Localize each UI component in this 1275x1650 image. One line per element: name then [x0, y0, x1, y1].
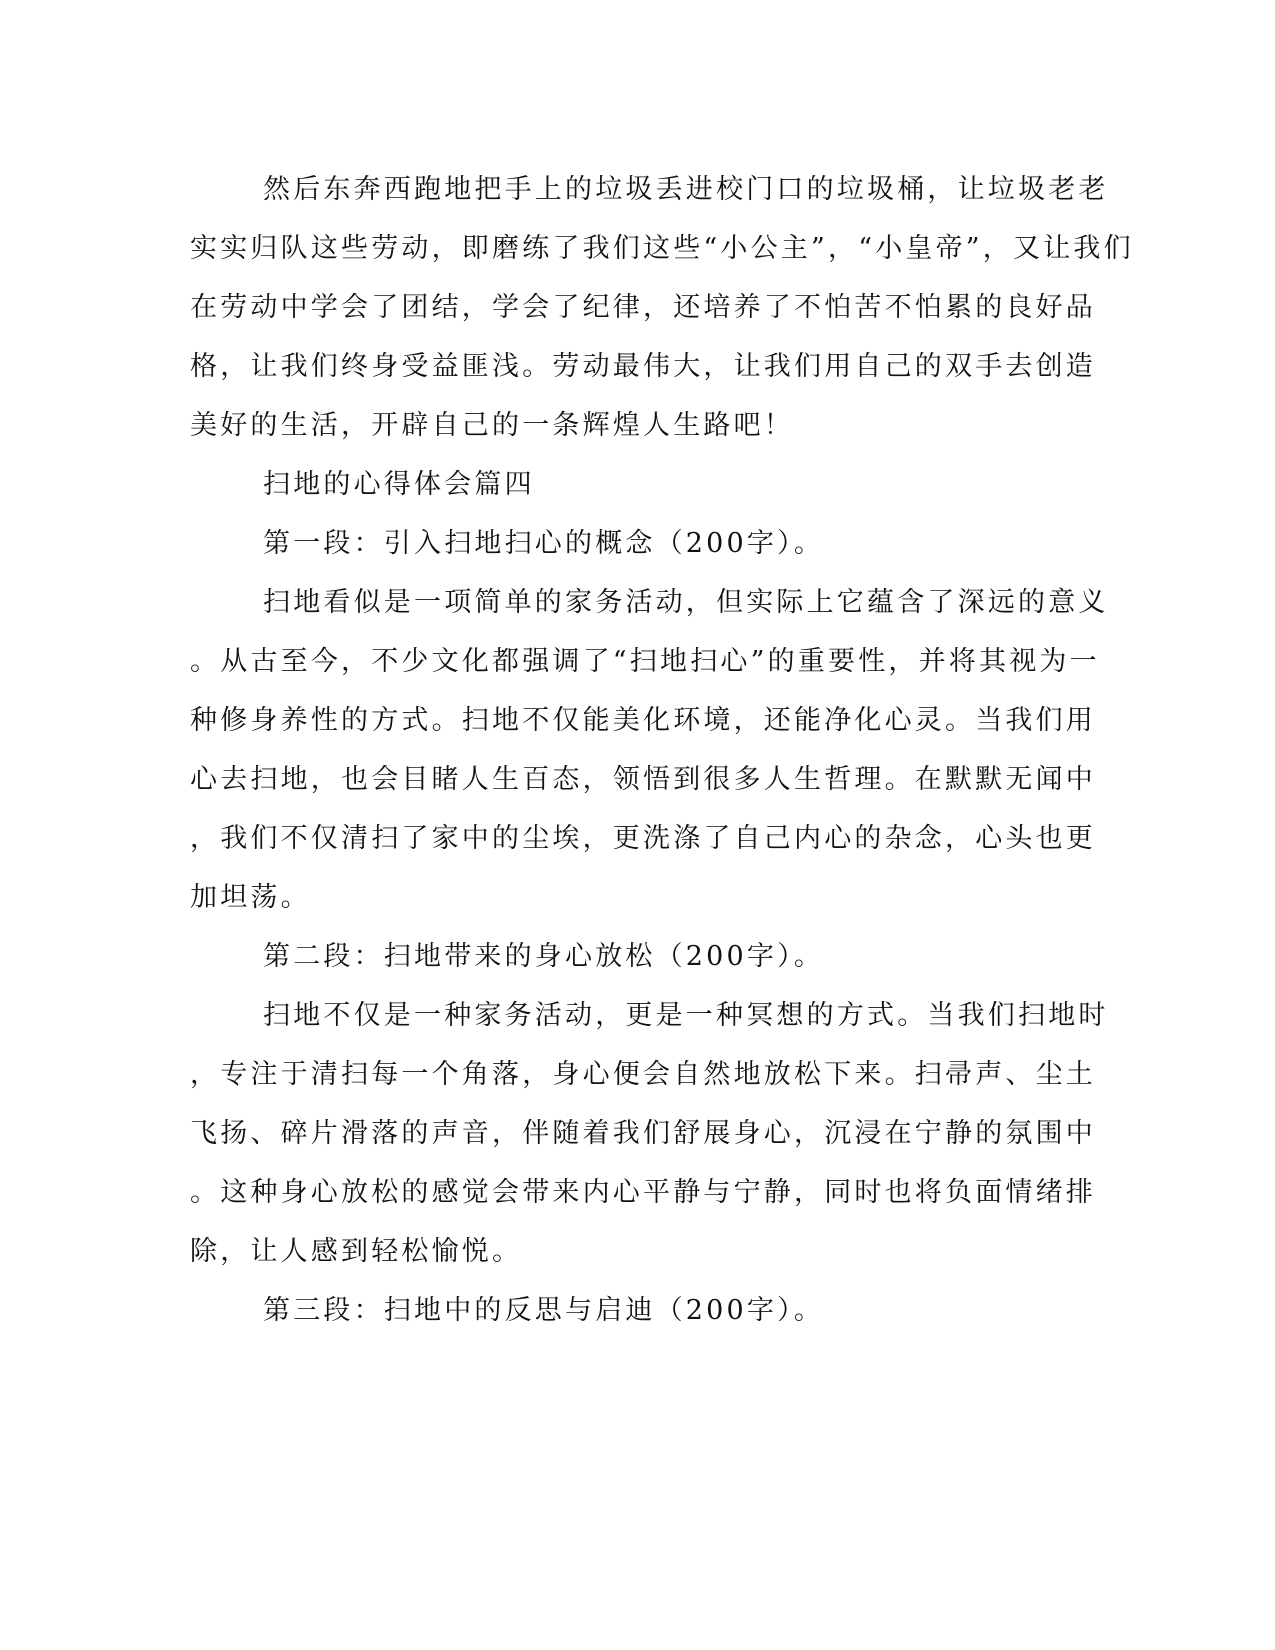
- subsection-heading: 第二段：扫地带来的身心放松（200字）。: [263, 941, 825, 972]
- paragraph-line: ，我们不仅清扫了家中的尘埃，更洗涤了自己内心的杂念，心头也更: [190, 823, 1096, 854]
- paragraph-line: 飞扬、碎片滑落的声音，伴随着我们舒展身心，沉浸在宁静的氛围中: [190, 1118, 1096, 1149]
- paragraph-line: 在劳动中学会了团结，学会了纪律，还培养了不怕苦不怕累的良好品: [190, 292, 1096, 323]
- paragraph-line: 。这种身心放松的感觉会带来内心平静与宁静，同时也将负面情绪排: [190, 1177, 1096, 1208]
- paragraph-line: 美好的生活，开辟自己的一条辉煌人生路吧！: [190, 410, 794, 441]
- paragraph-line: 除，让人感到轻松愉悦。: [190, 1236, 523, 1267]
- paragraph-line: 种修身养性的方式。扫地不仅能美化环境，还能净化心灵。当我们用: [190, 705, 1096, 736]
- paragraph-line: 。从古至今，不少文化都强调了“扫地扫心”的重要性，并将其视为一: [190, 646, 1100, 677]
- paragraph-line: 扫地不仅是一种家务活动，更是一种冥想的方式。当我们扫地时: [263, 1000, 1109, 1031]
- paragraph-line: 实实归队这些劳动，即磨练了我们这些“小公主”，“小皇帝”，又让我们: [190, 233, 1134, 264]
- paragraph-line: ，专注于清扫每一个角落，身心便会自然地放松下来。扫帚声、尘土: [190, 1059, 1096, 1090]
- paragraph-line: 格，让我们终身受益匪浅。劳动最伟大，让我们用自己的双手去创造: [190, 351, 1096, 382]
- section-heading: 扫地的心得体会篇四: [263, 469, 535, 500]
- paragraph-line: 心去扫地，也会目睹人生百态，领悟到很多人生哲理。在默默无闻中: [190, 764, 1096, 795]
- subsection-heading: 第三段：扫地中的反思与启迪（200字）。: [263, 1295, 825, 1326]
- paragraph-line: 加坦荡。: [190, 882, 311, 913]
- subsection-heading: 第一段：引入扫地扫心的概念（200字）。: [263, 528, 825, 559]
- paragraph-line: 扫地看似是一项简单的家务活动，但实际上它蕴含了深远的意义: [263, 587, 1109, 618]
- paragraph-line: 然后东奔西跑地把手上的垃圾丢进校门口的垃圾桶，让垃圾老老: [263, 174, 1109, 205]
